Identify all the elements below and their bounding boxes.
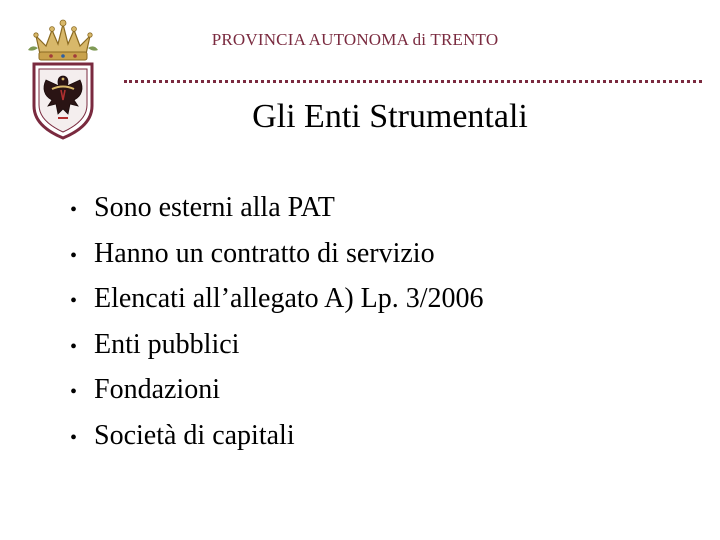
bullet-text: Enti pubblici <box>94 328 240 360</box>
bullet-text: Hanno un contratto di servizio <box>94 237 435 269</box>
bullet-icon: • <box>70 381 78 404</box>
bullet-item <box>70 283 484 329</box>
bullet-item <box>70 420 484 466</box>
bullet-item <box>70 329 484 375</box>
bullet-text: Fondazioni <box>94 374 220 406</box>
bullet-icon: • <box>70 199 78 221</box>
bullet-item <box>70 374 484 420</box>
header-divider <box>124 80 702 83</box>
bullet-icon: • <box>70 244 78 267</box>
bullet-item <box>70 238 484 284</box>
bullet-item <box>70 192 484 238</box>
bullet-icon: • <box>70 335 78 358</box>
bullet-icon: • <box>70 426 78 449</box>
coat-of-arms-icon <box>22 14 104 140</box>
bullet-text: Società di capitali <box>94 419 295 451</box>
organization-header: PROVINCIA AUTONOMA di TRENTO <box>211 30 499 49</box>
crown-icon <box>28 20 98 60</box>
bullet-icon: • <box>70 290 78 313</box>
bullet-text: Elencati all’allegato A) Lp. 3/2006 <box>94 283 484 315</box>
slide-title: Gli Enti Strumentali <box>252 98 528 135</box>
bullet-list <box>70 192 484 466</box>
bullet-text: Sono esterni alla PAT <box>94 192 335 223</box>
